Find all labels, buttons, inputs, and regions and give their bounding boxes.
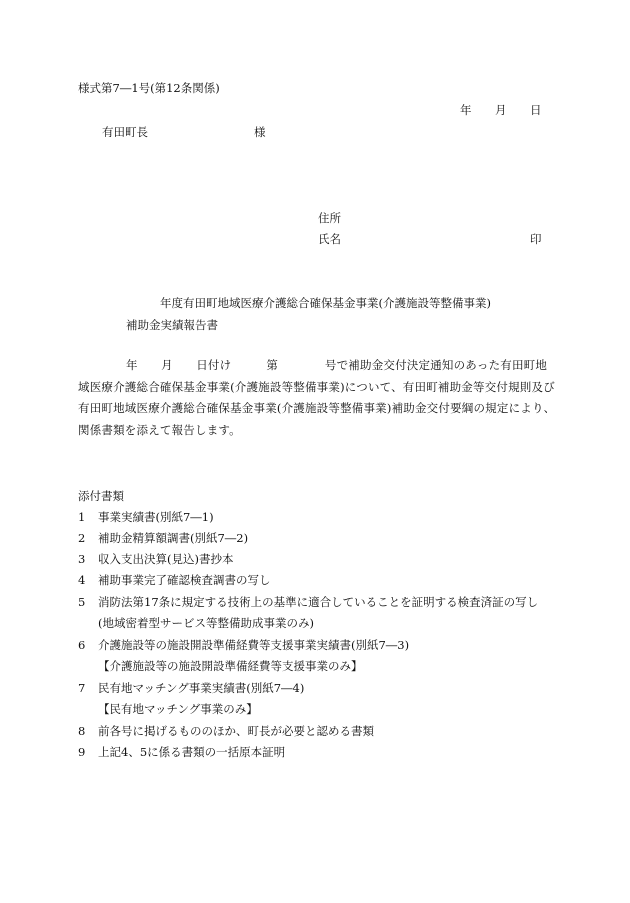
list-item <box>78 723 374 739</box>
list-item-text: 補助金精算額調書(別紙7―2) <box>98 531 249 545</box>
list-item <box>78 509 214 525</box>
list-item-text: 収入支出決算(見込)書抄本 <box>98 552 234 566</box>
list-item <box>78 637 409 653</box>
list-item-number: 5 <box>78 595 86 609</box>
seal-label: 印 <box>530 232 542 246</box>
list-item-number: 1 <box>78 510 86 524</box>
list-item <box>78 551 233 567</box>
list-item-text: 民有地マッチング事業実績書(別紙7―4) <box>98 681 305 695</box>
date-year-label: 年 <box>460 103 472 117</box>
list-item-number: 6 <box>78 638 86 652</box>
list-item <box>78 744 285 760</box>
list-item-text: 事業実績書(別紙7―1) <box>98 510 214 524</box>
report-title: 年度有田町地域医療介護総合確保基金事業(介護施設等整備事業) <box>160 296 491 310</box>
list-item-text: 補助事業完了確認検査調書の写し <box>98 573 271 587</box>
list-item-note: 【介護施設等の施設開設準備経費等支援事業のみ】 <box>98 659 363 673</box>
addressee-honorific: 様 <box>254 125 266 139</box>
list-item <box>78 594 538 610</box>
list-item-text: 前各号に掲げるもののほか、町長が必要と認める書類 <box>98 724 374 738</box>
list-item <box>78 680 304 696</box>
list-item-text: 上記4、5に係る書類の一括原本証明 <box>98 745 286 759</box>
attachments-heading: 添付書類 <box>78 489 124 503</box>
date-month-label: 月 <box>495 103 507 117</box>
report-subtitle: 補助金実績報告書 <box>126 318 218 332</box>
list-item-number: 7 <box>78 681 86 695</box>
list-item-text: 消防法第17条に規定する技術上の基準に適合していることを証明する検査済証の写し <box>98 595 539 609</box>
list-item-text: 介護施設等の施設開設準備経費等支援事業実績書(別紙7―3) <box>98 638 410 652</box>
list-item-number: 4 <box>78 573 86 587</box>
list-item-number: 3 <box>78 552 86 566</box>
name-label: 氏名 <box>318 232 341 246</box>
list-item-note: (地域密着型サービス等整備助成事業のみ) <box>98 616 314 630</box>
list-item-note: 【民有地マッチング事業のみ】 <box>98 702 258 716</box>
list-item-number: 8 <box>78 724 86 738</box>
form-number: 様式第7―1号(第12条関係) <box>78 81 220 95</box>
list-item-number: 2 <box>78 531 86 545</box>
list-item <box>78 572 271 588</box>
list-item-number: 9 <box>78 745 86 759</box>
address-label: 住所 <box>318 211 341 225</box>
body-paragraph: 年 月 日付け 第 号で補助金交付決定通知のあった有田町地域医療介護総合確保基金事業(介護施設等整備事業)について、有田町補助金等交付規則及び有田町地域医療介護総合確保基金事業(介護施設等整備事業)補助金交付要綱の規定により、関係書類を添えて報告します。 <box>78 358 556 437</box>
addressee-name: 有田町長 <box>102 125 148 139</box>
date-day-label: 日 <box>530 103 542 117</box>
list-item <box>78 530 248 546</box>
